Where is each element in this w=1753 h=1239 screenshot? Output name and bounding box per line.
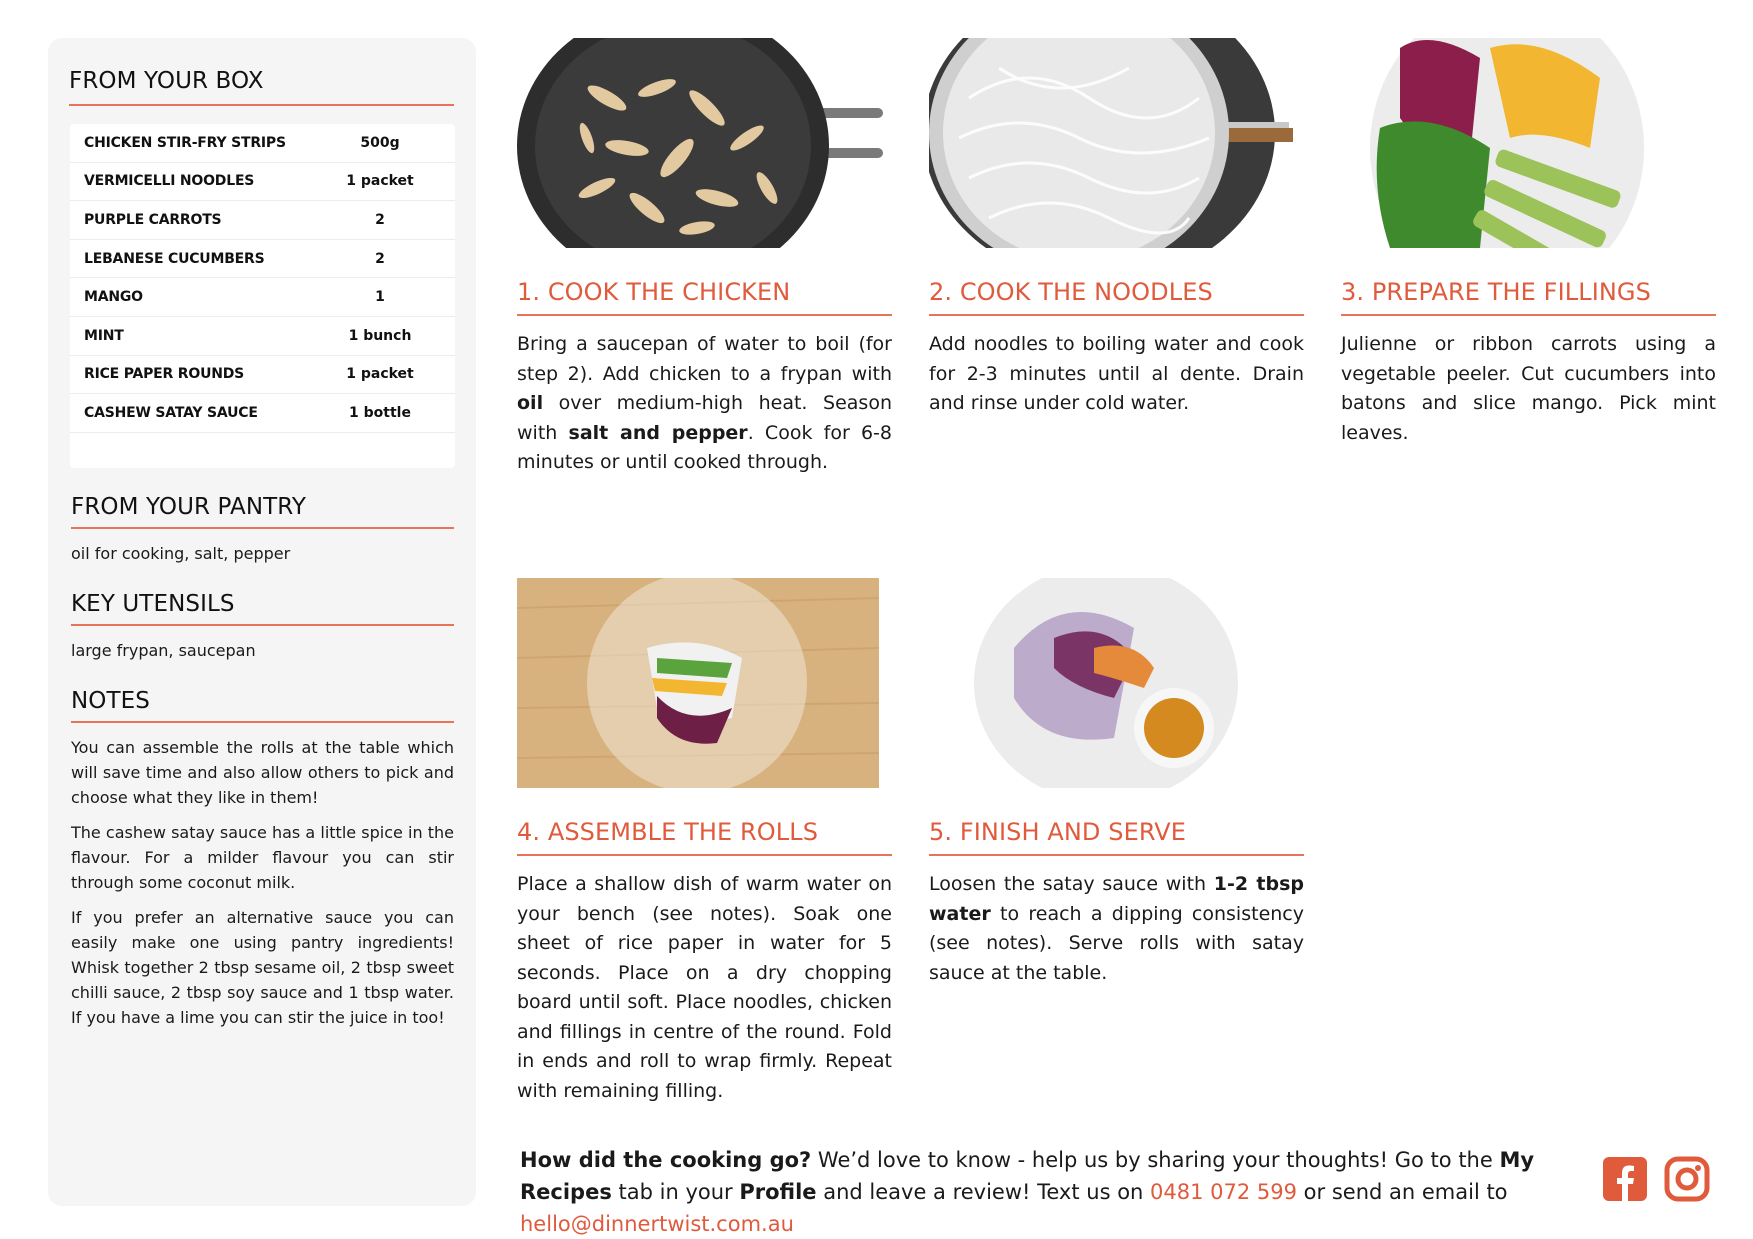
ingredient-qty: 1 packet [346,366,414,383]
step-1 [517,278,892,478]
text-run: Loosen the satay sauce with [929,873,1214,895]
text-run: Add noodles to boiling water and cook for 2-3 minutes until al dente. Drain and rinse under cold water. [929,333,1304,414]
text-run: Julienne or ribbon carrots using a vegetable peeler. Cut cucumbers into batons and slice mango. Pick mint leaves. [1341,333,1716,444]
table-row [70,278,455,317]
table-row [70,356,455,395]
review-prompt [520,1144,1580,1239]
text-run: and leave a review! Text us on [816,1180,1151,1204]
ingredient-name: CHICKEN STIR-FRY STRIPS [84,134,286,151]
text-run: We’d love to know - help us by sharing your thoughts! Go to the [811,1148,1500,1172]
bold-text: How did the cooking go? [520,1148,812,1172]
step-title: 1. COOK THE CHICKEN [517,278,791,306]
divider [1341,314,1716,316]
utensils-title: KEY UTENSILS [71,591,235,617]
ingredient-qty: 2 [375,250,385,267]
step-5 [929,818,1304,988]
step-title: 3. PREPARE THE FILLINGS [1341,278,1651,306]
table-row [70,201,455,240]
note-paragraph: The cashew satay sauce has a little spice in the flavour. For a milder flavour you can stir through some coconut milk. [71,823,454,892]
notes-section [71,688,454,1040]
utensils-section [71,591,454,663]
divider [517,854,892,856]
text-run: to reach a dipping consistency (see notes). Serve rolls with satay sauce at the table. [929,902,1304,984]
noodles-in-strainer-image [929,38,1293,248]
text-run: over medium-high heat. Season with [517,392,892,444]
utensils-text: large frypan, saucepan [71,641,256,660]
bold-text: Profile [739,1180,817,1204]
text-run: Place a shallow dish of warm water on your bench (see notes). Soak one sheet of rice paper in water for 5 seconds. Place on a dry chopping board until soft. Place noodles, chicken and fillings in centre of the round. Fold in ends and roll to wrap firmly. Repeat with remaining filling. [517,873,892,1102]
text-run: Bring a saucepan of water to boil (for step 2). Add chicken to a frypan with [517,333,892,385]
pantry-title: FROM YOUR PANTRY [71,494,307,520]
divider [71,527,454,529]
ingredients-table [70,124,455,468]
bold-text: My Recipes [520,1148,1535,1204]
rice-paper-on-board-image [517,578,879,788]
notes-title: NOTES [71,688,150,714]
ingredient-qty: 1 [375,289,385,306]
ingredient-qty: 1 bottle [349,404,411,421]
table-row [70,163,455,202]
text-run: tab in your [611,1180,740,1204]
step-3 [1341,278,1716,448]
ingredient-qty: 2 [375,211,385,228]
step-body [1341,330,1716,448]
bold-text: 1-2 tbsp water [929,873,1304,925]
ingredient-name: VERMICELLI NOODLES [84,173,255,190]
contact-link[interactable]: hello@dinnertwist.com.au [520,1212,794,1236]
ingredient-qty: 1 packet [346,173,414,190]
fillings-on-plate-image [1370,38,1645,248]
instagram-icon[interactable] [1664,1156,1710,1202]
divider [929,854,1304,856]
table-row [70,124,455,163]
ingredient-name: RICE PAPER ROUNDS [84,366,245,383]
ingredient-name: MINT [84,327,124,344]
ingredient-name: PURPLE CARROTS [84,211,222,228]
bold-text: salt and pepper [568,421,748,444]
divider [71,624,454,626]
facebook-icon[interactable] [1602,1156,1648,1202]
divider [69,104,454,106]
step-title: 4. ASSEMBLE THE ROLLS [517,818,819,846]
step-title: 5. FINISH AND SERVE [929,818,1187,846]
bold-text: oil [517,392,544,414]
ingredient-name: LEBANESE CUCUMBERS [84,250,265,267]
table-row [70,240,455,279]
table-row [70,394,455,433]
step-body [517,870,892,1106]
ingredient-qty: 1 bunch [348,327,412,344]
step-body [929,870,1304,988]
text-run: . Cook for 6-8 minutes or until cooked through. [517,421,892,473]
ingredient-name: MANGO [84,289,143,306]
step-body [517,330,892,478]
step-4 [517,818,892,1106]
chicken-in-frypan-image [517,38,883,248]
rolls-with-satay-image [974,578,1239,788]
pantry-section [71,494,454,566]
divider [929,314,1304,316]
ingredients-sidebar [48,38,476,1206]
note-paragraph: If you prefer an alternative sauce you can easily make one using pantry ingredients! Whisk together 2 tbsp sesame oil, 2 tbsp sweet chilli sauce, 2 tbsp soy sauce and 1 tbsp water. If you have a lime you can stir the juice in too! [71,908,454,1027]
step-body [929,330,1304,419]
note-paragraph: You can assemble the rolls at the table which will save time and also allow others to pick and choose what they like in them! [71,738,454,807]
step-2 [929,278,1304,419]
ingredient-name: CASHEW SATAY SAUCE [84,404,258,421]
divider [71,721,454,723]
text-run: or send an email to [1297,1180,1508,1204]
step-title: 2. COOK THE NOODLES [929,278,1213,306]
ingredient-qty: 500g [360,134,400,151]
from-your-box-title: FROM YOUR BOX [69,68,264,94]
pantry-text: oil for cooking, salt, pepper [71,544,291,563]
table-row [70,317,455,356]
contact-link[interactable]: 0481 072 599 [1150,1180,1297,1204]
divider [517,314,892,316]
